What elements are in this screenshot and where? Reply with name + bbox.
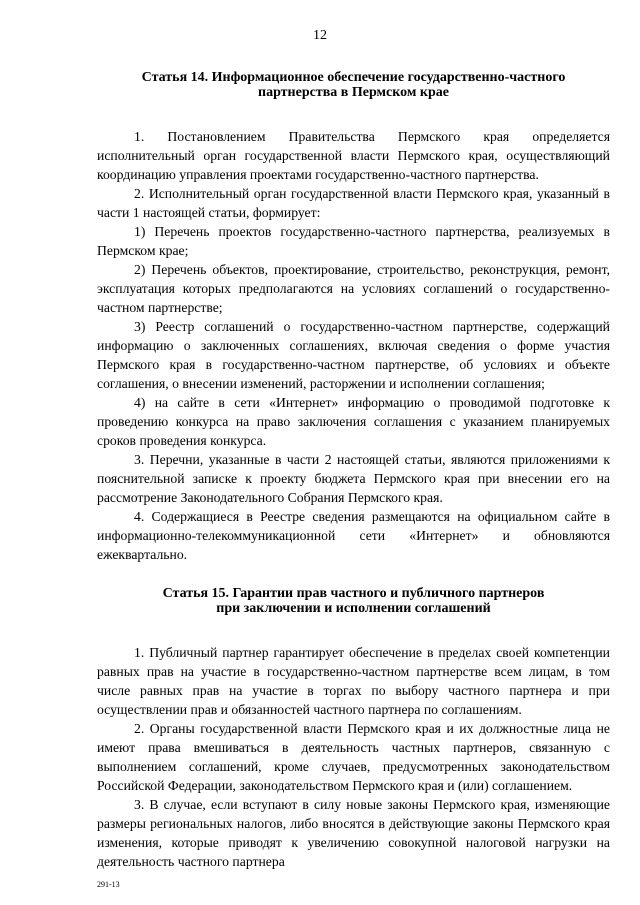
article-14-title-line-1: Статья 14. Информационное обеспечение государственно-частного (141, 70, 566, 85)
article-15-title-line-1: Статья 15. Гарантии прав частного и публичного партнеров (162, 586, 545, 601)
article-14-title-line-2: партнерства в Пермском крае (258, 85, 449, 100)
page-number: 12 (313, 28, 327, 43)
article-15-paragraph: 1. Публичный партнер гарантирует обеспечение в пределах своей компетенции равных прав на участие в государственно-частном партнерстве всем лицам, в том числе равных прав на участие в торгах по выбору частного партнера и при осуществлении прав и обязанностей частного партнера по соглашениям. (97, 645, 610, 717)
document-code: 291-13 (97, 880, 120, 889)
article-15-paragraph: 3. В случае, если вступают в силу новые законы Пермского края, изменяющие размеры региональных налогов, либо вносятся в действующие законы Пермского края изменения, которые приводят к увеличению совокупной налоговой нагрузки на деятельность частного партнера (97, 797, 610, 869)
article-14-list-item: 4) на сайте в сети «Интернет» информацию о проводимой подготовке к проведению конкурса на право заключения соглашения с указанием планируемых сроков проведения конкурса. (97, 395, 610, 448)
article-15-paragraph: 2. Органы государственной власти Пермского края и их должностные лица не имеют права вмешиваться в деятельность частных партнеров, связанную с выполнением соглашений, кроме случаев, предусмотренных законодательством Российской Федерации, законодательством Пермского края и (или) соглашением. (97, 721, 610, 793)
article-14-list-item: 1) Перечень проектов государственно-частного партнерства, реализуемых в Пермском крае; (97, 224, 610, 258)
article-14-list-item: 3) Реестр соглашений о государственно-частном партнерстве, содержащий информацию о заключенных соглашениях, включая сведения о форме участия Пермского края в государственно-частном партнерстве, об условиях и объекте соглашения, о внесении изменений, расторжении и исполнении соглашения; (97, 319, 610, 391)
article-14-paragraph: 2. Исполнительный орган государственной власти Пермского края, указанный в части 1 настоящей статьи, формирует: (97, 186, 610, 220)
article-15-title (97, 586, 610, 616)
article-14-paragraph: 4. Содержащиеся в Реестре сведения размещаются на официальном сайте в информационно-телекоммуникационной сети «Интернет» и обновляются ежеквартально. (97, 509, 610, 562)
article-14-paragraph: 3. Перечни, указанные в части 2 настоящей статьи, являются приложениями к пояснительной записке к проекту бюджета Пермского края при внесении его на рассмотрение Законодательного Собрания Пермского края. (97, 452, 610, 505)
article-15-title-line-2: при заключении и исполнении соглашений (216, 601, 491, 616)
document-body (97, 70, 610, 871)
article-14-body (97, 127, 610, 564)
article-15-body (97, 643, 610, 871)
article-14-list-item: 2) Перечень объектов, проектирование, строительство, реконструкция, ремонт, эксплуатация которых предполагаются на условиях соглашений о государственно-частном партнерстве; (97, 262, 610, 315)
article-14-paragraph: 1. Постановлением Правительства Пермского края определяется исполнительный орган государственной власти Пермского края, осуществляющий координацию управления проектами государственно-частного партнерства. (97, 129, 610, 182)
article-14-title (97, 70, 610, 100)
